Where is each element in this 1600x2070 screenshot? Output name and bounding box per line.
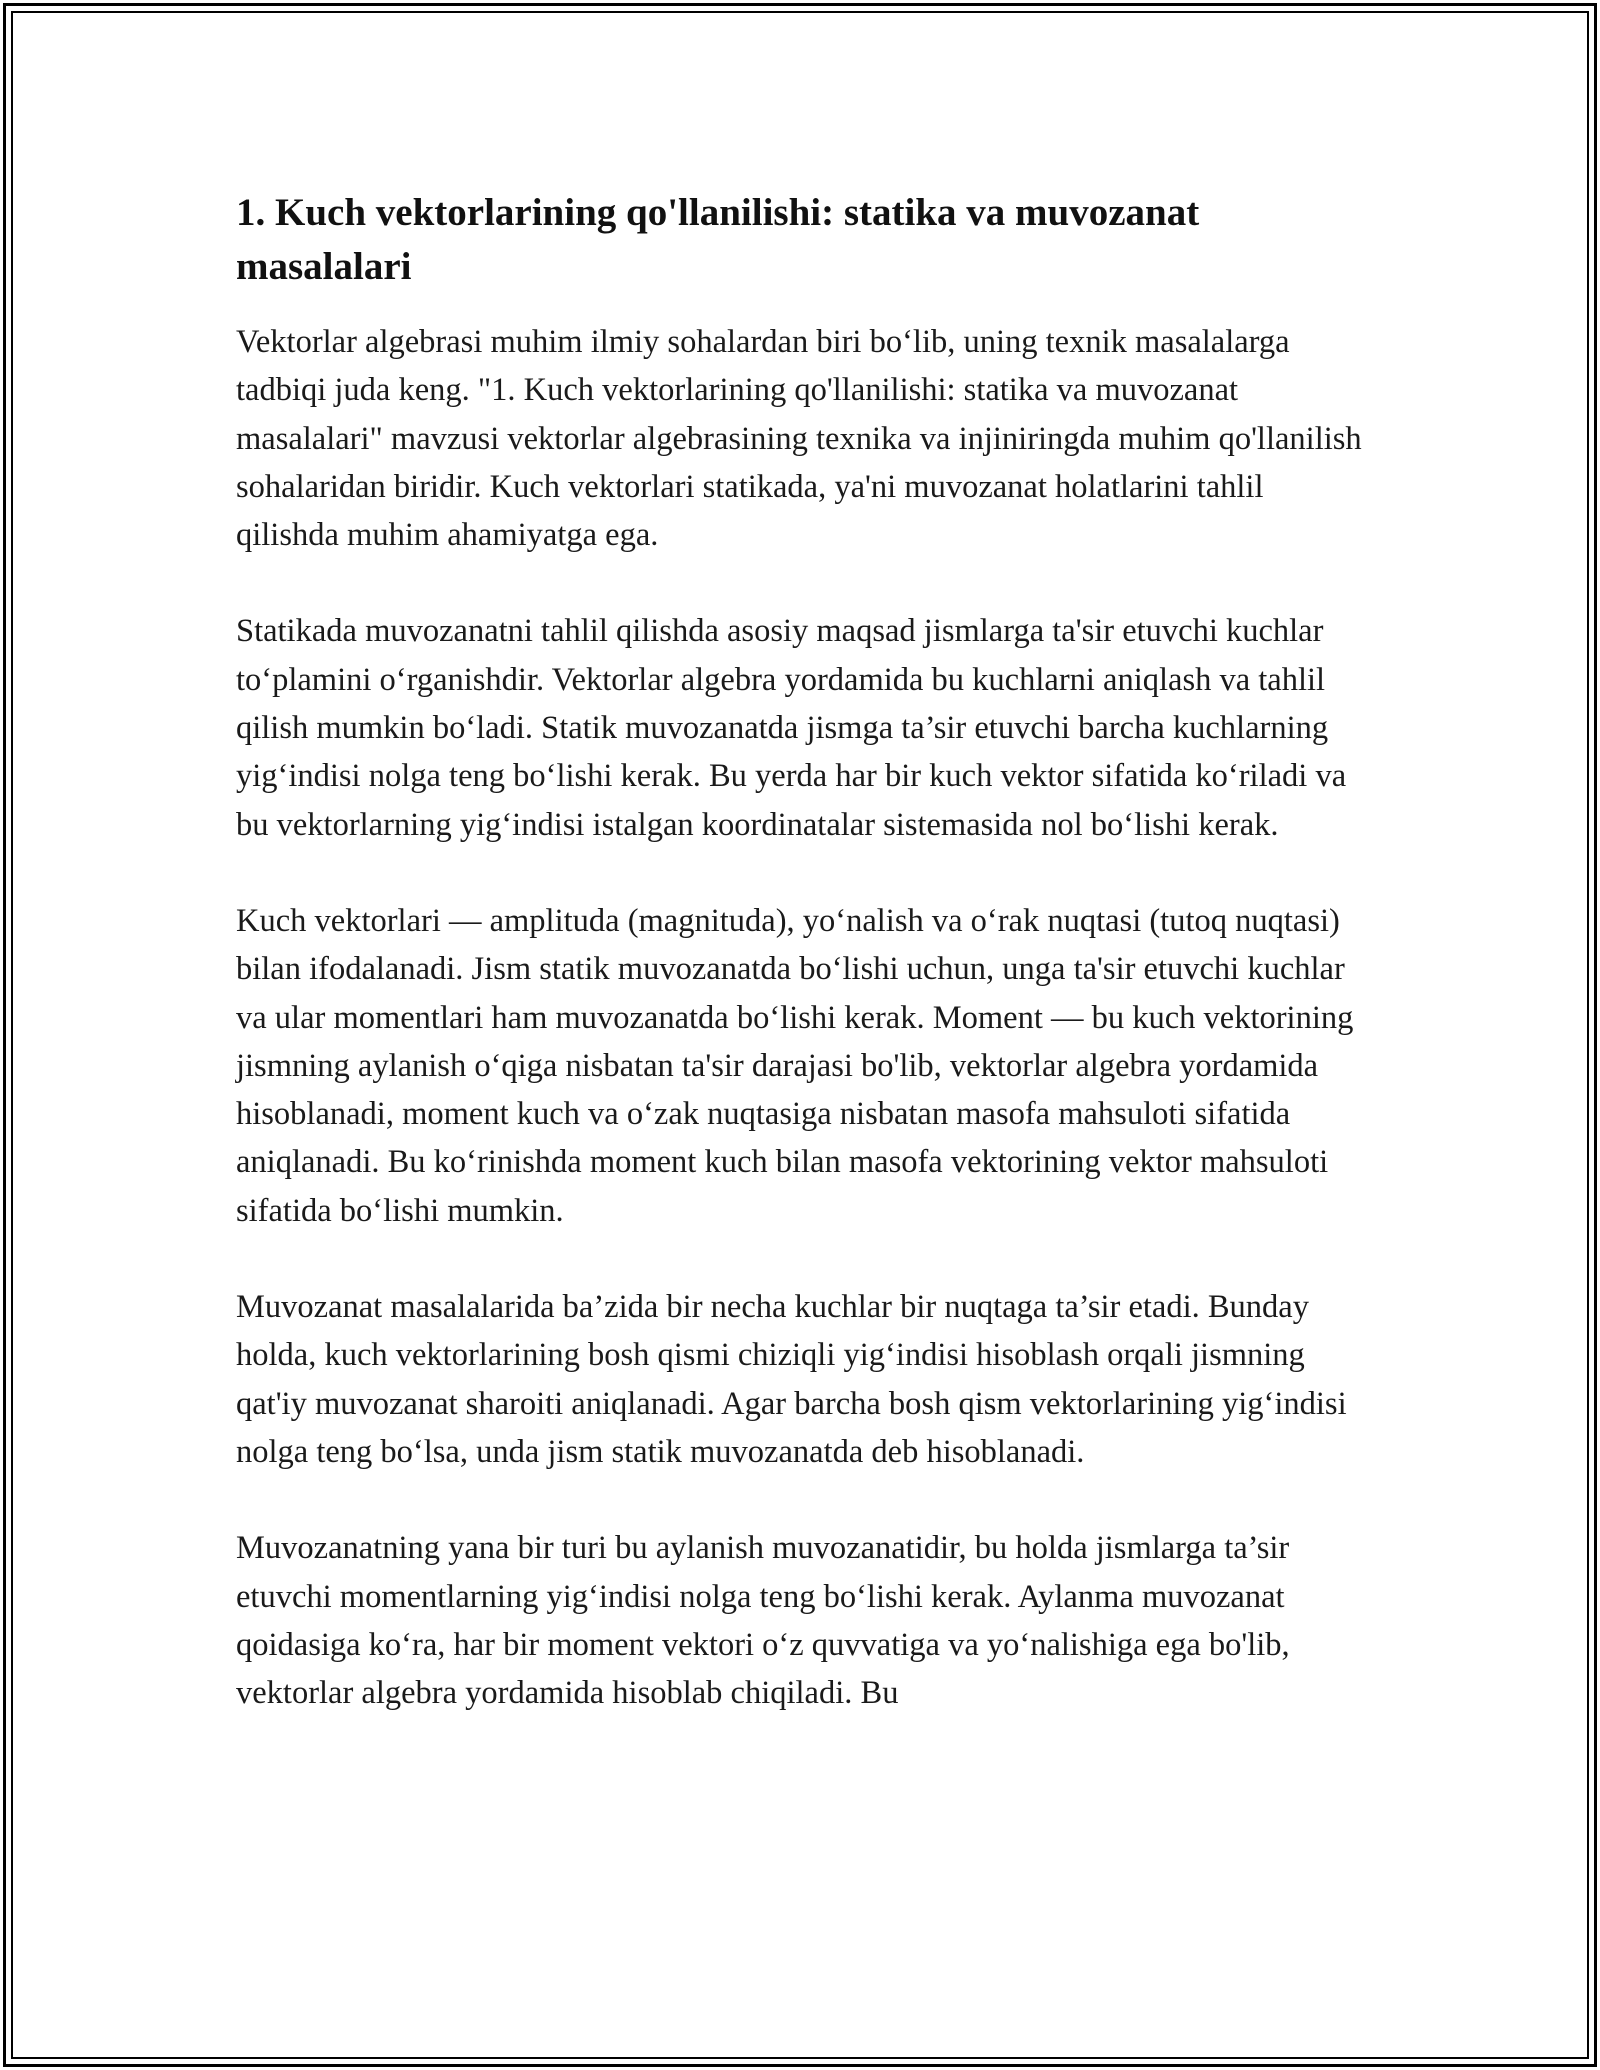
paragraph-4: Muvozanat masalalarida ba’zida bir necha kuchlar bir nuqtaga ta’sir etadi. Bunday holda, kuch vektorlarining bosh qismi chiziqli yig‘indisi hisoblash orqali jismning qat'iy muvozanat sharoiti aniqlanadi. Agar barcha bosh qism vektorlarining yig‘indisi nolga teng bo‘lsa, unda jism statik muvozanatda deb hisoblanadi. [236,1289,1347,1470]
paragraph-2: Statikada muvozanatni tahlil qilishda asosiy maqsad jismlarga ta'sir etuvchi kuchlar to‘plamini o‘rganishdir. Vektorlar algebra yordamida bu kuchlarni aniqlash va tahlil qilish mumkin bo‘ladi. Statik muvozanatda jismga ta’sir etuvchi barcha kuchlarning yig‘indisi nolga teng bo‘lishi kerak. Bu yerda har bir kuch vektor sifatida ko‘riladi va bu vektorlarning yig‘indisi istalgan koordinatalar sistemasida nol bo‘lishi kerak. [236,613,1347,843]
document-body [236,186,1366,1765]
paragraph-3: Kuch vektorlari — amplituda (magnituda), yo‘nalish va o‘rak nuqtasi (tutoq nuqtasi) bilan ifodalanadi. Jism statik muvozanatda bo‘lishi uchun, unga ta'sir etuvchi kuchlar va ular momentlari ham muvozanatda bo‘lishi kerak. Moment — bu kuch vektorining jismning aylanish o‘qiga nisbatan ta'sir darajasi bo'lib, vektorlar algebra yordamida hisoblanadi, moment kuch va o‘zak nuqtasiga nisbatan masofa mahsuloti sifatida aniqlanadi. Bu ko‘rinishda moment kuch bilan masofa vektorining vektor mahsuloti sifatida bo‘lishi mumkin. [236,902,1354,1229]
paragraph-1: Vektorlar algebrasi muhim ilmiy sohalardan biri bo‘lib, uning texnik masalalarga tadbiqi juda keng. "1. Kuch vektorlarining qo'llanilishi: statika va muvozanat masalalari" mavzusi vektorlar algebrasining texnika va injiniringda muhim qo'llanilish sohalaridan biridir. Kuch vektorlari statikada, ya'ni muvozanat holatlarini tahlil qilishda muhim ahamiyatga ega. [236,324,1362,554]
document-title: 1. Kuch vektorlarining qo'llanilishi: statika va muvozanat masalalari [236,191,1200,288]
paragraph-5: Muvozanatning yana bir turi bu aylanish muvozanatidir, bu holda jismlarga ta’sir etuvchi momentlarning yig‘indisi nolga teng bo‘lishi kerak. Aylanma muvozanat qoidasiga ko‘ra, har bir moment vektori o‘z quvvatiga va yo‘nalishiga ega bo'lib, vektorlar algebra yordamida hisoblab chiqiladi. Bu [236,1530,1290,1712]
